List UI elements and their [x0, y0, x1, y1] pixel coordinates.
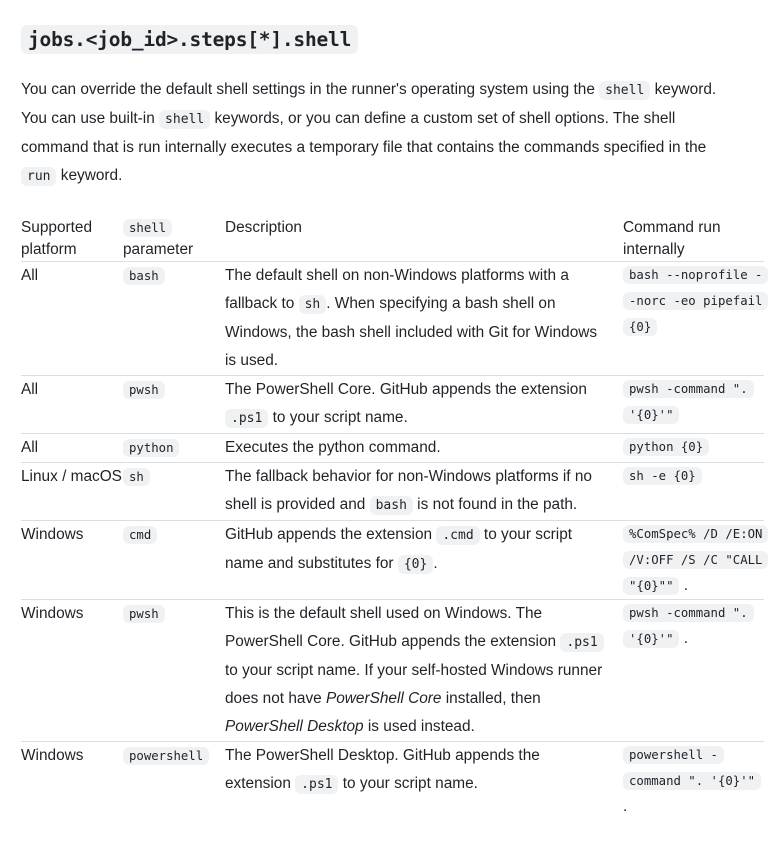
table-row — [21, 376, 764, 434]
cell-description — [225, 742, 623, 821]
desc-code-1: sh — [299, 295, 327, 314]
cell-command — [623, 434, 764, 463]
intro-text-1: You can override the default shell settings in the runner's operating system using the — [21, 81, 600, 99]
desc-code-1: .cmd — [436, 526, 479, 545]
cell-shell-parameter — [123, 434, 225, 463]
inline-code-run: run — [21, 167, 56, 186]
desc-code-1: .ps1 — [295, 775, 338, 794]
code-command: sh -e {0} — [623, 467, 702, 485]
table-row — [21, 262, 764, 376]
intro-text-4: keyword. — [56, 167, 123, 185]
code-command: powershell -command ". '{0}'" — [623, 746, 761, 790]
cell-platform: All — [21, 381, 39, 399]
desc-text-1: The fallback behavior for non-Windows platforms if no shell is provided and — [225, 468, 592, 514]
desc-text-2: to your script name. If your self-hosted Windows runner does not have — [225, 662, 603, 708]
desc-text-1: GitHub appends the extension — [225, 526, 437, 544]
cell-description — [225, 463, 623, 521]
desc-text-1: This is the default shell used on Windows. The PowerShell Core. GitHub appends the extension — [225, 605, 561, 651]
cell-description — [225, 434, 623, 463]
cell-command — [623, 463, 764, 521]
desc-text-1: Executes the python command. — [225, 439, 441, 457]
desc-text-1: The default shell on non-Windows platforms with a fallback to — [225, 267, 569, 313]
cell-shell-parameter — [123, 742, 225, 821]
code-shell-parameter: sh — [123, 468, 150, 486]
cell-platform: Linux / macOS — [21, 468, 122, 486]
cell-shell-parameter — [123, 600, 225, 742]
intro-text-2: keyword. You can use built-in — [21, 81, 717, 128]
shell-options-table — [21, 217, 764, 820]
page-title-code: jobs.<job_id>.steps[*].shell — [21, 25, 358, 54]
cell-command — [623, 521, 764, 600]
cell-shell-parameter — [123, 521, 225, 600]
cell-platform: Windows — [21, 526, 84, 544]
code-command: pwsh -command ". '{0}'" — [623, 604, 754, 648]
code-shell-parameter: pwsh — [123, 605, 165, 623]
code-command: python {0} — [623, 438, 709, 456]
cell-command — [623, 262, 764, 376]
table-row — [21, 600, 764, 742]
desc-text-3: . — [433, 555, 438, 573]
table-head — [21, 217, 764, 262]
desc-emphasis-1: PowerShell Core — [325, 690, 442, 708]
column-header-shell-parameter — [123, 217, 225, 262]
code-command: bash --noprofile --norc -eo pipefail {0} — [623, 266, 768, 336]
code-command: pwsh -command ". '{0}'" — [623, 380, 754, 424]
cell-command — [623, 742, 764, 821]
cell-platform: All — [21, 439, 39, 457]
command-tail-text: . — [679, 577, 689, 595]
desc-text-3: installed, then — [441, 690, 541, 708]
code-command: %ComSpec% /D /E:ON /V:OFF /S /C "CALL "{0}"" — [623, 525, 768, 595]
inline-code-shell-1: shell — [599, 81, 650, 100]
cell-platform: Windows — [21, 605, 84, 623]
table-row — [21, 521, 764, 600]
desc-text-1: The PowerShell Desktop. GitHub appends the extension — [225, 747, 540, 793]
cell-description — [225, 600, 623, 742]
column-header-parameter-text: parameter — [123, 241, 194, 259]
column-header-platform: Supported platform — [21, 219, 93, 259]
cell-shell-parameter — [123, 376, 225, 434]
desc-code-1: .ps1 — [560, 633, 603, 652]
intro-text-3: keywords, or you can define a custom set of shell options. The shell command that is run internally executes a temporary file that contains the commands specified in the — [21, 110, 707, 157]
column-header-description: Description — [225, 219, 302, 237]
code-shell-parameter: pwsh — [123, 381, 165, 399]
cell-command — [623, 600, 764, 742]
intro-paragraph — [21, 76, 736, 191]
inline-code-shell-2: shell — [159, 110, 210, 129]
table-body — [21, 262, 764, 821]
desc-text-2: . When specifying a bash shell on Windows, the bash shell included with Git for Windows is used. — [225, 295, 598, 370]
code-shell-parameter: cmd — [123, 526, 157, 544]
command-tail-text: . — [679, 630, 689, 648]
cell-description — [225, 376, 623, 434]
desc-text-1: The PowerShell Core. GitHub appends the extension — [225, 381, 587, 399]
cell-platform: All — [21, 267, 39, 285]
desc-text-2: is not found in the path. — [412, 496, 578, 514]
cell-shell-parameter — [123, 262, 225, 376]
table-row — [21, 742, 764, 821]
cell-shell-parameter — [123, 463, 225, 521]
column-header-code-shell: shell — [123, 219, 172, 237]
desc-code-2: {0} — [398, 555, 433, 574]
code-shell-parameter: python — [123, 439, 179, 457]
desc-emphasis-2: PowerShell Desktop — [225, 718, 364, 736]
desc-text-4: is used instead. — [363, 718, 475, 736]
desc-code-1: bash — [370, 496, 413, 515]
page-title — [21, 14, 745, 57]
desc-text-2: to your script name. — [268, 409, 408, 427]
cell-command — [623, 376, 764, 434]
table-header-row — [21, 217, 764, 262]
table-row — [21, 434, 764, 463]
command-tail-text: . — [623, 798, 628, 816]
table-row — [21, 463, 764, 521]
desc-code-1: .ps1 — [225, 409, 268, 428]
desc-text-2: to your script name. — [338, 775, 478, 793]
cell-description — [225, 262, 623, 376]
code-shell-parameter: bash — [123, 267, 165, 285]
cell-platform: Windows — [21, 747, 84, 765]
desc-text-2: to your script name and substitutes for — [225, 526, 573, 573]
cell-description — [225, 521, 623, 600]
code-shell-parameter: powershell — [123, 747, 209, 765]
column-header-command: Command run internally — [623, 219, 721, 259]
